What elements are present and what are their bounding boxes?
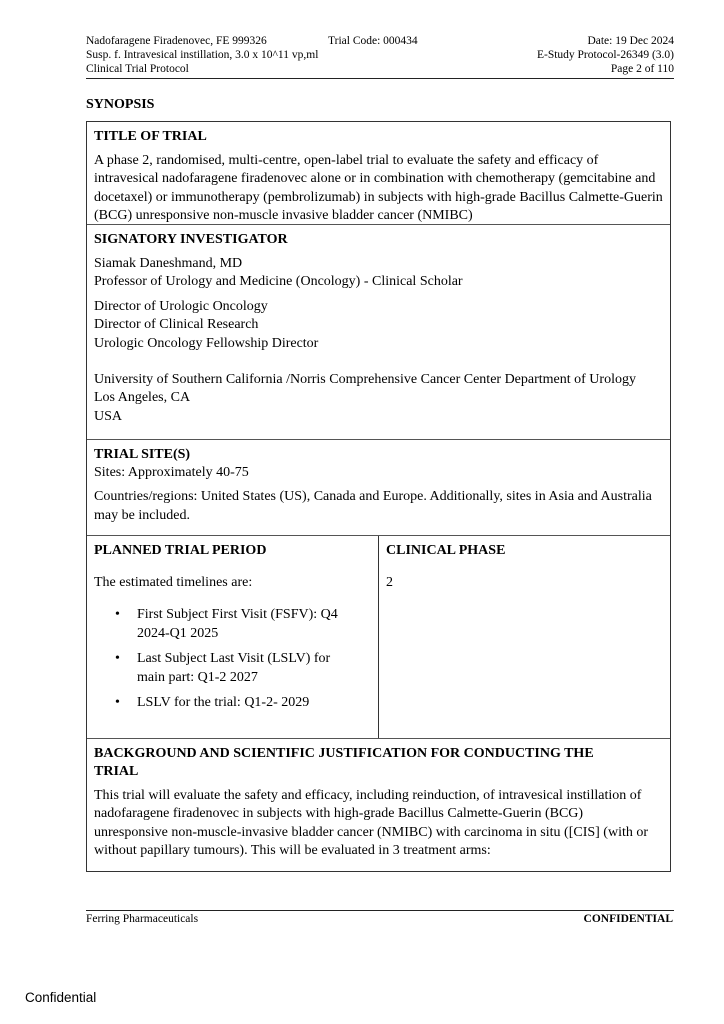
footer-classification: CONFIDENTIAL <box>583 913 673 925</box>
bullet-icon: • <box>115 695 120 711</box>
clinical-phase-value: 2 <box>386 575 393 590</box>
confidential-watermark: Confidential <box>25 990 97 1005</box>
trial-sites-heading: TRIAL SITE(S) <box>94 447 191 462</box>
investigator-name: Siamak Daneshmand, MD <box>94 256 243 271</box>
clinical-phase-section <box>379 536 670 738</box>
title-of-trial-heading: TITLE OF TRIAL <box>94 129 207 144</box>
header-product: Nadofaragene Firadenovec, FE 999326 <box>86 35 267 47</box>
investigator-title: Professor of Urology and Medicine (Oncology) - Clinical Scholar <box>94 274 463 290</box>
bullet-icon: • <box>115 607 120 623</box>
background-section <box>87 738 670 871</box>
trial-sites-section <box>87 439 670 535</box>
investigator-role: Urologic Oncology Fellowship Director <box>94 335 319 351</box>
timeline-item <box>115 694 371 712</box>
title-of-trial-text: A phase 2, randomised, multi-centre, open-label trial to evaluate the safety and efficacy of intravesical nadofaragene firadenovec alone or in combination with chemotherapy (gemcitabine and docetaxel) or immunotherapy (pembrolizumab) in subjects with high-grade Bacillus Calmette-Guerin (BCG) unresponsive non-muscle invasive bladder cancer (NMIBC) <box>94 153 663 224</box>
investigator-address-line: University of Southern California /Norris Comprehensive Cancer Center Department of Urology <box>94 372 636 388</box>
timeline-item-text: Last Subject Last Visit (LSLV) for main part: Q1-2 2027 <box>137 651 331 685</box>
background-text: This trial will evaluate the safety and efficacy, including reinduction, of intravesical instillation of nadofaragene firadenovec in subjects with high-grade Bacillus Calmette-Guerin (BCG) unresponsive non-muscle-invasive bladder cancer (NMIBC) with carcinoma in situ ([CIS] (with or without papillary tumours). This will be evaluated in 3 treatment arms: <box>94 788 649 859</box>
header-divider <box>86 78 674 79</box>
investigator-role: Director of Urologic Oncology <box>94 298 268 314</box>
investigator-role: Director of Clinical Research <box>94 317 259 333</box>
header-study-protocol: E-Study Protocol-26349 (3.0) <box>536 49 674 61</box>
title-of-trial-section <box>87 122 670 224</box>
background-heading: BACKGROUND AND SCIENTIFIC JUSTIFICATION FOR CONDUCTING THE TRIAL <box>94 746 594 779</box>
signatory-investigator-section <box>87 224 670 439</box>
investigator-address-line: USA <box>94 408 123 424</box>
header-doc-type: Clinical Trial Protocol <box>86 63 189 75</box>
planned-trial-period-section <box>87 536 379 738</box>
synopsis-table <box>86 121 671 872</box>
signatory-heading: SIGNATORY INVESTIGATOR <box>94 232 288 247</box>
page-header <box>86 34 674 76</box>
timeline-item-text: LSLV for the trial: Q1-2- 2029 <box>137 695 310 711</box>
trial-sites-count: Sites: Approximately 40-75 <box>94 465 249 480</box>
period-phase-row <box>87 535 670 738</box>
header-row-2 <box>86 48 674 62</box>
timeline-list <box>94 606 371 712</box>
timeline-item-text: First Subject First Visit (FSFV): Q4 2024-Q1 2025 <box>137 607 338 641</box>
investigator-address-line: Los Angeles, CA <box>94 390 191 406</box>
timeline-item <box>115 650 371 687</box>
header-trial-code: Trial Code: 000434 <box>328 35 418 47</box>
header-row-3 <box>86 62 674 76</box>
header-formulation: Susp. f. Intravesical instillation, 3.0 x 10^11 vp,ml <box>86 49 319 61</box>
timeline-item <box>115 606 371 643</box>
trial-sites-countries: Countries/regions: United States (US), Canada and Europe. Additionally, sites in Asia and Australia may be included. <box>94 489 652 523</box>
header-row-1 <box>86 34 674 48</box>
header-date: Date: 19 Dec 2024 <box>587 35 674 47</box>
planned-period-heading: PLANNED TRIAL PERIOD <box>94 543 267 558</box>
synopsis-heading: SYNOPSIS <box>86 97 155 112</box>
clinical-phase-heading: CLINICAL PHASE <box>386 543 506 558</box>
bullet-icon: • <box>115 651 120 667</box>
footer-divider <box>86 910 674 911</box>
planned-period-intro: The estimated timelines are: <box>94 575 253 590</box>
footer-company: Ferring Pharmaceuticals <box>86 913 199 925</box>
header-page-number: Page 2 of 110 <box>610 63 674 75</box>
